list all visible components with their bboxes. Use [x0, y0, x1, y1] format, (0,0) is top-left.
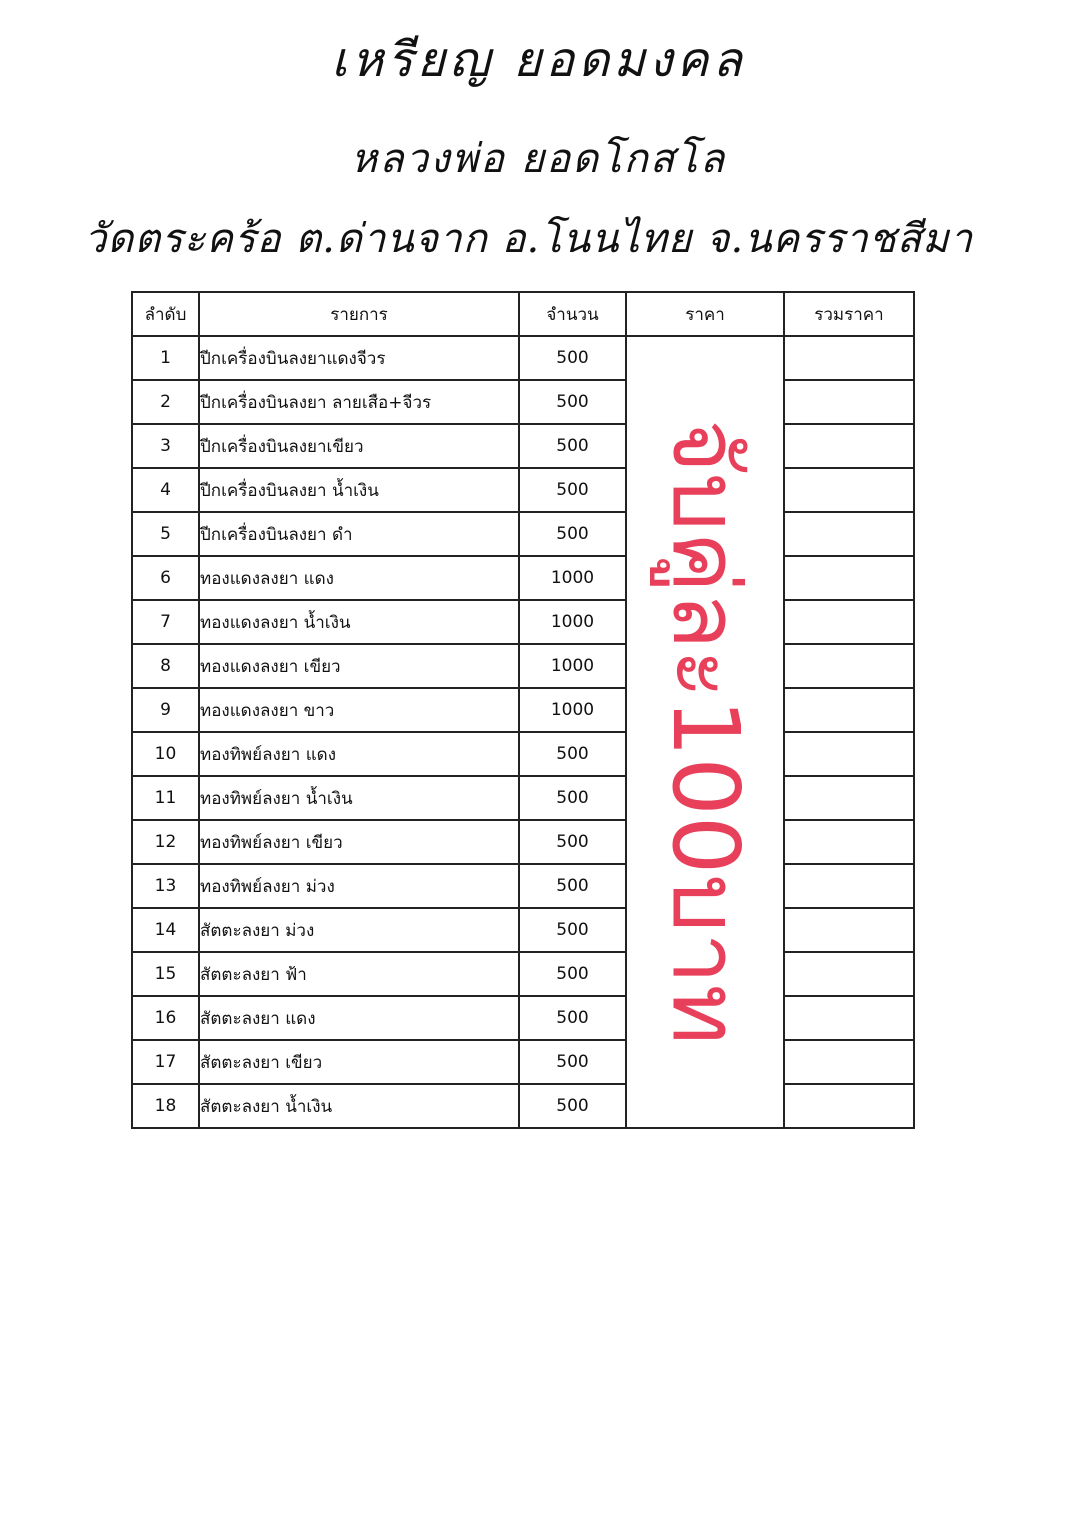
table-row	[132, 1084, 914, 1128]
row-item: ปีกเครื่องบินลงยาแดงจีวร	[199, 336, 519, 380]
row-item: ทองแดงลงยา น้ำเงิน	[199, 600, 519, 644]
row-total	[784, 820, 914, 864]
table-row	[132, 952, 914, 996]
row-item: สัตตะลงยา เขียว	[199, 1040, 519, 1084]
row-item: ปีกเครื่องบินลงยา ดำ	[199, 512, 519, 556]
row-quantity: 500	[519, 864, 626, 908]
table-row	[132, 864, 914, 908]
table-row	[132, 1040, 914, 1084]
row-number: 9	[132, 688, 199, 732]
price-merged-cell	[626, 336, 784, 1128]
row-number: 11	[132, 776, 199, 820]
row-item: สัตตะลงยา ม่วง	[199, 908, 519, 952]
table-body	[132, 336, 914, 1128]
row-total	[784, 908, 914, 952]
row-item: ทองแดงลงยา แดง	[199, 556, 519, 600]
table-row	[132, 820, 914, 864]
table-row	[132, 908, 914, 952]
row-item: ทองทิพย์ลงยา ม่วง	[199, 864, 519, 908]
row-total	[784, 688, 914, 732]
monk-name: หลวงพ่อ ยอดโกสโล	[350, 136, 727, 182]
row-total	[784, 864, 914, 908]
row-item: สัตตะลงยา น้ำเงิน	[199, 1084, 519, 1128]
row-total	[784, 424, 914, 468]
row-quantity: 1000	[519, 644, 626, 688]
row-quantity: 500	[519, 952, 626, 996]
row-number: 12	[132, 820, 199, 864]
row-item: ทองแดงลงยา เขียว	[199, 644, 519, 688]
row-total	[784, 512, 914, 556]
column-header-order: ลำดับ	[132, 292, 199, 336]
row-number: 16	[132, 996, 199, 1040]
row-quantity: 500	[519, 424, 626, 468]
column-header-price: ราคา	[626, 292, 784, 336]
row-item: ทองทิพย์ลงยา แดง	[199, 732, 519, 776]
row-quantity: 500	[519, 1040, 626, 1084]
price-note: จับคู่ละ100บาท	[652, 419, 759, 1045]
row-total	[784, 732, 914, 776]
row-number: 13	[132, 864, 199, 908]
medal-title: เหรียญ ยอดมงคล	[331, 32, 746, 88]
row-number: 15	[132, 952, 199, 996]
row-number: 17	[132, 1040, 199, 1084]
table-row	[132, 996, 914, 1040]
table-row	[132, 644, 914, 688]
row-total	[784, 468, 914, 512]
row-number: 7	[132, 600, 199, 644]
table-header-row	[132, 292, 914, 336]
row-total	[784, 380, 914, 424]
row-item: ปีกเครื่องบินลงยา ลายเสือ+จีวร	[199, 380, 519, 424]
price-table	[131, 291, 915, 1129]
table-row	[132, 688, 914, 732]
column-header-total: รวมราคา	[784, 292, 914, 336]
row-quantity: 500	[519, 776, 626, 820]
row-quantity: 500	[519, 512, 626, 556]
row-number: 6	[132, 556, 199, 600]
row-quantity: 500	[519, 996, 626, 1040]
table-row	[132, 512, 914, 556]
row-total	[784, 600, 914, 644]
row-number: 1	[132, 336, 199, 380]
table-row	[132, 556, 914, 600]
row-item: สัตตะลงยา ฟ้า	[199, 952, 519, 996]
row-item: ทองทิพย์ลงยา น้ำเงิน	[199, 776, 519, 820]
row-total	[784, 336, 914, 380]
row-item: สัตตะลงยา แดง	[199, 996, 519, 1040]
column-header-item: รายการ	[199, 292, 519, 336]
row-total	[784, 556, 914, 600]
row-quantity: 500	[519, 820, 626, 864]
row-total	[784, 996, 914, 1040]
row-quantity: 1000	[519, 688, 626, 732]
row-total	[784, 1040, 914, 1084]
row-quantity: 500	[519, 732, 626, 776]
table-row	[132, 600, 914, 644]
row-number: 18	[132, 1084, 199, 1128]
row-total	[784, 776, 914, 820]
row-item: ทองทิพย์ลงยา เขียว	[199, 820, 519, 864]
row-number: 2	[132, 380, 199, 424]
row-quantity: 1000	[519, 556, 626, 600]
row-quantity: 500	[519, 1084, 626, 1128]
row-total	[784, 644, 914, 688]
table-row	[132, 776, 914, 820]
table-row	[132, 468, 914, 512]
row-quantity: 500	[519, 380, 626, 424]
row-item: ปีกเครื่องบินลงยา น้ำเงิน	[199, 468, 519, 512]
row-number: 8	[132, 644, 199, 688]
temple-address: วัดตระคร้อ ต.ด่านจาก อ.โนนไทย จ.นครราชสีมา	[83, 216, 974, 262]
row-number: 3	[132, 424, 199, 468]
table-row	[132, 380, 914, 424]
row-item: ปีกเครื่องบินลงยาเขียว	[199, 424, 519, 468]
column-header-quantity: จำนวน	[519, 292, 626, 336]
row-number: 10	[132, 732, 199, 776]
table-row	[132, 424, 914, 468]
table-row	[132, 732, 914, 776]
row-number: 14	[132, 908, 199, 952]
row-number: 4	[132, 468, 199, 512]
row-quantity: 500	[519, 908, 626, 952]
row-total	[784, 952, 914, 996]
row-quantity: 500	[519, 468, 626, 512]
table-row	[132, 336, 914, 380]
row-number: 5	[132, 512, 199, 556]
row-quantity: 500	[519, 336, 626, 380]
row-total	[784, 1084, 914, 1128]
row-item: ทองแดงลงยา ขาว	[199, 688, 519, 732]
row-quantity: 1000	[519, 600, 626, 644]
